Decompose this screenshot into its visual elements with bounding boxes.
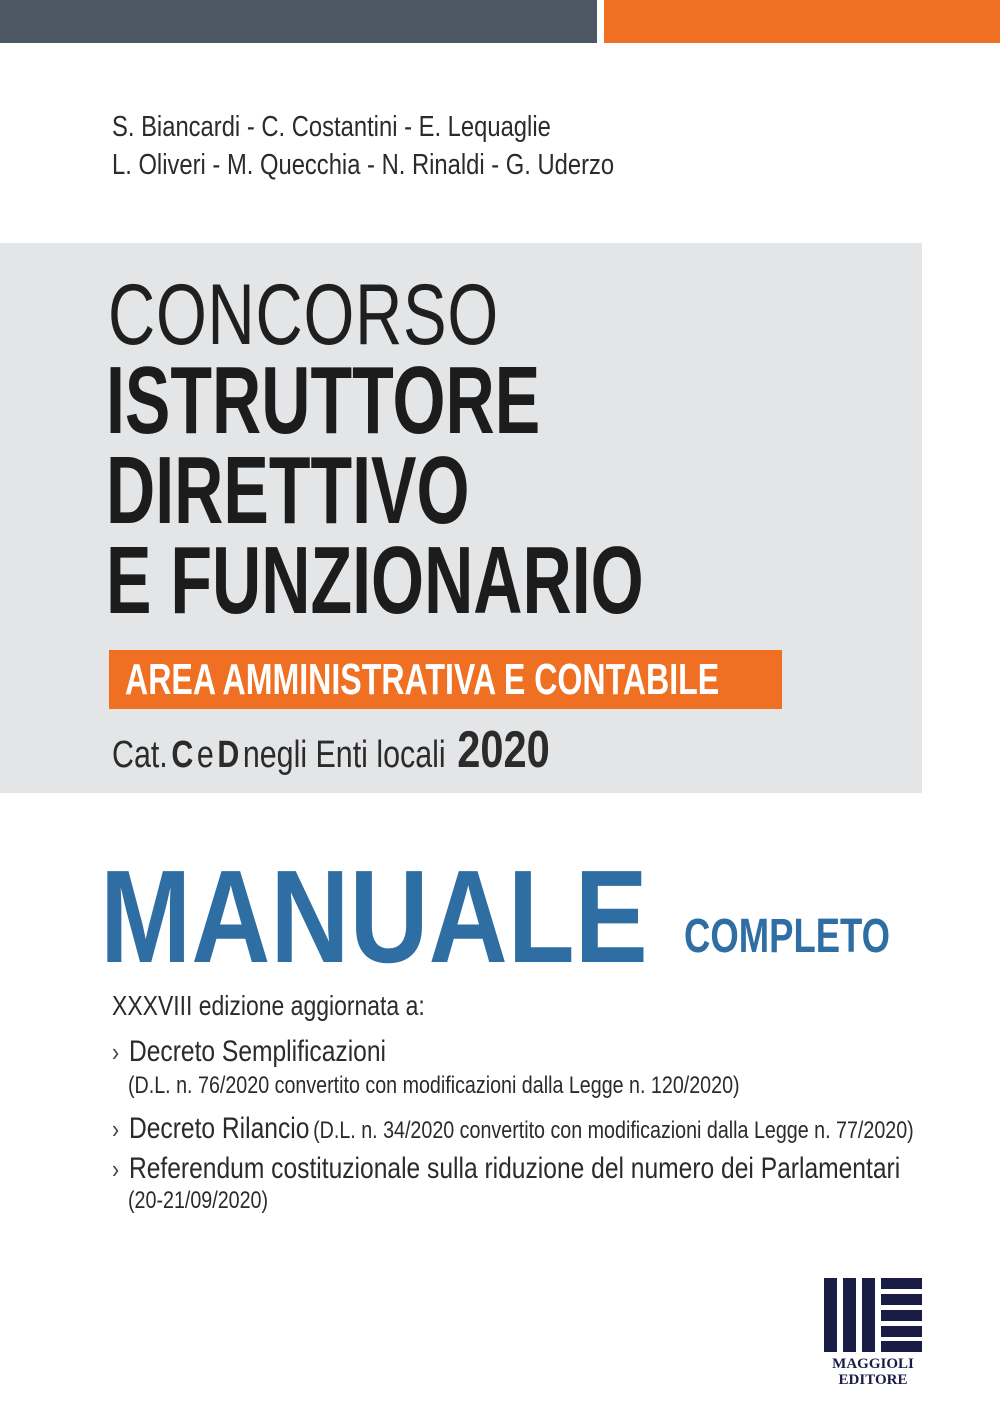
subtitle-manuale: MANUALE: [100, 843, 648, 990]
maggioli-logo-icon: [824, 1278, 922, 1352]
edition-intro: XXXVIII edizione aggiornata a:: [112, 990, 425, 1021]
cat-c: C: [171, 734, 194, 776]
area-label-text: AREA AMMINISTRATIVA E CONTABILE: [125, 655, 720, 704]
title-concorso: CONCORSO: [108, 267, 499, 363]
chevron-right-icon: ›: [112, 1154, 120, 1184]
edition-item-3-text: Referendum costituzionale sulla riduzione del numero dei Parlamentari: [128, 1152, 901, 1185]
cat-suffix: negli Enti locali: [242, 734, 446, 776]
subtitle-completo: COMPLETO: [684, 910, 891, 963]
publisher-name: MAGGIOLI: [832, 1356, 914, 1372]
top-bar-orange: [604, 0, 1000, 43]
top-bar-dark: [0, 0, 597, 43]
chevron-right-icon: ›: [112, 1037, 120, 1067]
title-istruttore: ISTRUTTORE: [106, 347, 541, 454]
area-label: [109, 650, 782, 709]
edition-item-1-detail: (D.L. n. 76/2020 convertito con modificazioni dalla Legge n. 120/2020): [128, 1072, 740, 1099]
edition-item-2-detail: (D.L. n. 34/2020 convertito con modificazioni dalla Legge n. 77/2020): [313, 1117, 914, 1144]
edition-item-1-text: Decreto Semplificazioni: [128, 1035, 386, 1068]
chevron-right-icon: ›: [112, 1114, 120, 1144]
authors-line-1: S. Biancardi - C. Costantini - E. Lequaglie: [112, 111, 551, 143]
edition-item-2-text: Decreto Rilancio: [128, 1112, 310, 1145]
authors-line-2: L. Oliveri - M. Quecchia - N. Rinaldi - G. Uderzo: [112, 149, 615, 181]
cat-d: D: [217, 734, 240, 776]
title-funzionario: E FUNZIONARIO: [106, 527, 644, 634]
publisher-editore: EDITORE: [838, 1372, 908, 1388]
cat-and: e: [196, 734, 214, 776]
cat-year: 2020: [457, 721, 550, 779]
edition-item-1: [112, 1035, 386, 1069]
category-line: [112, 720, 550, 780]
edition-item-3: [112, 1152, 900, 1186]
title-direttivo: DIRETTIVO: [106, 437, 470, 544]
edition-item-2: [112, 1112, 914, 1146]
cat-prefix: Cat.: [112, 734, 168, 776]
publisher-logo: [818, 1278, 928, 1388]
edition-item-3-detail: (20-21/09/2020): [128, 1187, 269, 1214]
authors: [112, 108, 614, 184]
